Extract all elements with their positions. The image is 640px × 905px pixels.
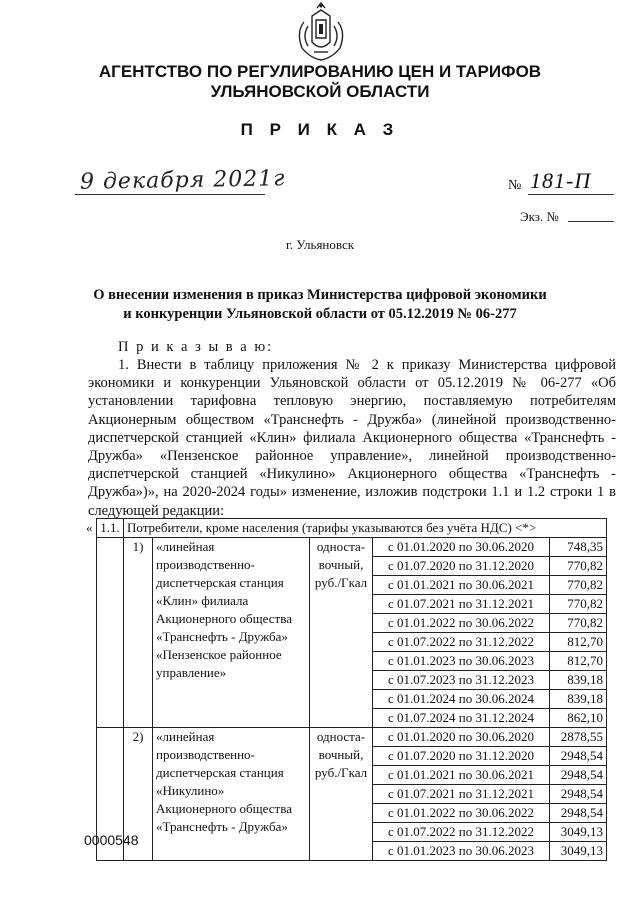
consumer-name: «линейная производственно-диспетчерская станция «Никулино» Акционерного общества «Транснефть - Дружба» bbox=[153, 728, 310, 861]
tariff-period: с 01.01.2020 по 30.06.2020 bbox=[373, 538, 550, 557]
tariff-value: 839,18 bbox=[550, 690, 607, 709]
tariff-value: 2948,54 bbox=[550, 785, 607, 804]
consumer-name: «линейная производственно-диспетчерская станция «Клин» филиала Акционерного общества «Транснефть - Дружба» «Пензенское районное управление» bbox=[153, 538, 310, 728]
table-head-number: 1.1. bbox=[97, 519, 124, 538]
tariff-value: 770,82 bbox=[550, 595, 607, 614]
subject-heading bbox=[60, 286, 580, 324]
tariff-value: 839,18 bbox=[550, 671, 607, 690]
tariff-period: с 01.07.2021 по 31.12.2021 bbox=[373, 595, 550, 614]
tariff-value: 3049,13 bbox=[550, 842, 607, 861]
body-paragraph-text: 1. Внести в таблицу приложения № 2 к приказу Министерства цифровой экономики и конкуренции Ульяновской области от 05.12.2019 № 06-277 «Об установлении тарифовна тепловую энергию, поставляемую потребителям Акционерным обществом «Транснефть - Дружба» (линейной производственно-диспетчерской станцией «Клин» филиала Акционерного общества «Транснефть - Дружба» «Пензенское районное управление», линейной производственно-диспетчерской станцией «Никулино» Акционерного общества «Транснефть - Дружба»)», на 2020-2024 годы» изменение, изложив подстроки 1.1 и 1.2 строки 1 в следующей редакции: bbox=[88, 357, 616, 519]
tariff-period: с 01.01.2023 по 30.06.2023 bbox=[373, 652, 550, 671]
tariff-unit: односта-вочный, руб./Гкал bbox=[310, 728, 373, 861]
table-row bbox=[97, 538, 607, 557]
tariff-value: 2948,54 bbox=[550, 766, 607, 785]
table-open-quote: « bbox=[86, 520, 93, 535]
tariff-value: 770,82 bbox=[550, 614, 607, 633]
agency-name-line1: АГЕНТСТВО ПО РЕГУЛИРОВАНИЮ ЦЕН И ТАРИФОВ bbox=[98, 62, 542, 81]
copy-underline bbox=[568, 221, 614, 222]
tariff-value: 770,82 bbox=[550, 576, 607, 595]
subject-line2: и конкуренции Ульяновской области от 05.12.2019 № 06-277 bbox=[123, 306, 517, 322]
handwritten-number: 181-П bbox=[530, 168, 592, 193]
city: г. Ульяновск bbox=[285, 237, 355, 252]
subject-line1: О внесении изменения в приказ Министерства цифровой экономики bbox=[93, 287, 547, 303]
number-label: № bbox=[508, 178, 522, 193]
tariff-value: 3049,13 bbox=[550, 823, 607, 842]
tariff-table bbox=[96, 518, 607, 861]
tariff-period: с 01.07.2023 по 31.12.2023 bbox=[373, 671, 550, 690]
tariff-value: 2948,54 bbox=[550, 804, 607, 823]
coat-of-arms-icon bbox=[290, 2, 352, 64]
tariff-value: 862,10 bbox=[550, 709, 607, 728]
tariff-period: с 01.01.2024 по 30.06.2024 bbox=[373, 690, 550, 709]
row-number: 1) bbox=[124, 538, 153, 728]
tariff-period: с 01.07.2022 по 31.12.2022 bbox=[373, 823, 550, 842]
tariff-value: 2948,54 bbox=[550, 747, 607, 766]
tariff-value: 2878,55 bbox=[550, 728, 607, 747]
tariff-value: 812,70 bbox=[550, 652, 607, 671]
table-head-text: Потребители, кроме населения (тарифы указываются без учёта НДС) <*> bbox=[124, 519, 607, 538]
table-row bbox=[97, 728, 607, 747]
tariff-period: с 01.07.2020 по 31.12.2020 bbox=[373, 747, 550, 766]
tariff-value: 770,82 bbox=[550, 557, 607, 576]
tariff-value: 812,70 bbox=[550, 633, 607, 652]
tariff-period: с 01.07.2021 по 31.12.2021 bbox=[373, 785, 550, 804]
body-paragraph bbox=[88, 356, 616, 520]
tariff-period: с 01.01.2020 по 30.06.2020 bbox=[373, 728, 550, 747]
tariff-value: 748,35 bbox=[550, 538, 607, 557]
tariff-period: с 01.07.2022 по 31.12.2022 bbox=[373, 633, 550, 652]
number-underline bbox=[528, 194, 614, 195]
tariff-period: с 01.01.2021 по 30.06.2021 bbox=[373, 766, 550, 785]
tariff-period: с 01.01.2023 по 30.06.2023 bbox=[373, 842, 550, 861]
tariff-period: с 01.01.2022 по 30.06.2022 bbox=[373, 804, 550, 823]
agency-name-line2: УЛЬЯНОВСКОЙ ОБЛАСТИ bbox=[210, 82, 430, 101]
copy-label: Экз. № bbox=[520, 209, 559, 224]
table-header-row bbox=[97, 519, 607, 538]
order-word: П р и к а з ы в а ю: bbox=[118, 339, 274, 355]
tariff-period: с 01.01.2021 по 30.06.2021 bbox=[373, 576, 550, 595]
document-type: П Р И К А З bbox=[240, 120, 400, 139]
tariff-period: с 01.07.2024 по 31.12.2024 bbox=[373, 709, 550, 728]
tariff-unit: односта-вочный, руб./Гкал bbox=[310, 538, 373, 728]
handwritten-date: 9 декабря 2021г bbox=[79, 166, 286, 195]
row-number: 2) bbox=[124, 728, 153, 861]
date-underline bbox=[75, 194, 265, 195]
row-spacer bbox=[97, 538, 124, 728]
serial-number: 0000548 bbox=[84, 832, 139, 848]
tariff-period: с 01.07.2020 по 31.12.2020 bbox=[373, 557, 550, 576]
tariff-period: с 01.01.2022 по 30.06.2022 bbox=[373, 614, 550, 633]
